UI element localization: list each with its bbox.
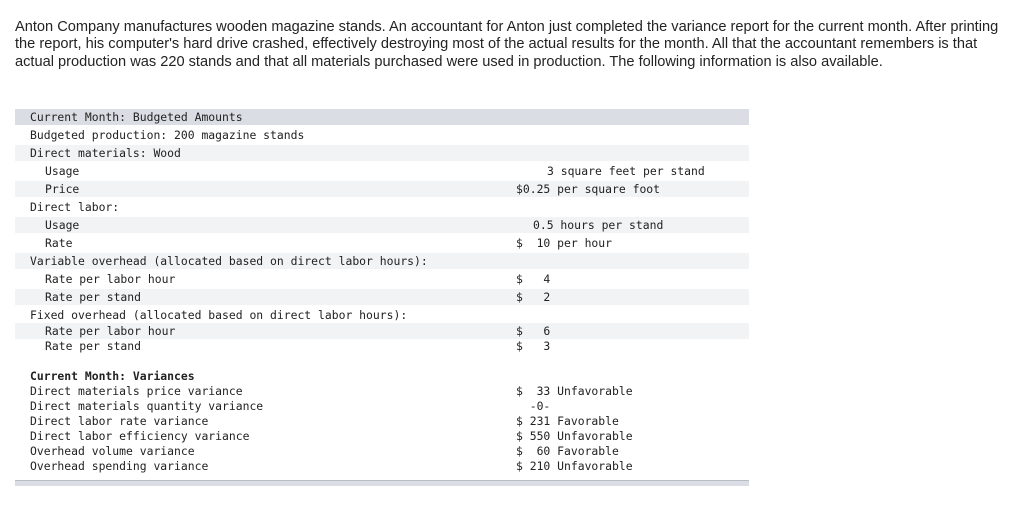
variance-label: Direct labor efficiency variance [30, 429, 250, 443]
variance-value: $ 550 Unfavorable [516, 429, 633, 443]
budgeted-production-label: Budgeted production: 200 magazine stands [30, 128, 305, 142]
variable-overhead-row [15, 253, 749, 269]
dm-price-value: $0.25 per square foot [516, 182, 661, 196]
variance-row [15, 428, 749, 444]
fo-rate-stand-row [15, 338, 749, 354]
dm-usage-value: 3 square feet per stand [547, 164, 705, 178]
vo-rate-stand-row [15, 289, 749, 305]
variance-value: $ 60 Favorable [516, 444, 619, 458]
vo-rate-hour-row [15, 271, 749, 287]
variance-label: Overhead volume variance [30, 444, 195, 458]
fo-rate-hour-label: Rate per labor hour [45, 324, 176, 338]
problem-statement: Anton Company manufactures wooden magazine stands. An accountant for Anton just completed the variance report for the current month. After printing the report, his computer's hard drive crashed, effectively destroying most of the actual results for the month. All that the accountant remembers is that actual production was 220 stands and that all materials purchased were used in production. The following information is also available. [15, 19, 999, 70]
fo-rate-stand-label: Rate per stand [45, 339, 142, 353]
dm-price-label: Price [45, 182, 80, 196]
vo-rate-hour-value: $ 4 [516, 272, 551, 286]
vo-rate-stand-label: Rate per stand [45, 290, 142, 304]
fo-rate-hour-row [15, 323, 749, 339]
budget-header-row [15, 109, 749, 125]
budgeted-production-row [15, 127, 749, 143]
vo-rate-hour-label: Rate per labor hour [45, 272, 176, 286]
dl-usage-row [15, 217, 749, 233]
variance-row [15, 398, 749, 414]
variance-row [15, 443, 749, 459]
variance-label: Overhead spending variance [30, 459, 209, 473]
fixed-overhead-row [15, 307, 749, 323]
direct-labor-label: Direct labor: [30, 200, 120, 214]
dl-rate-label: Rate [45, 236, 73, 250]
variance-row [15, 458, 749, 474]
direct-labor-row [15, 199, 749, 215]
budget-header: Current Month: Budgeted Amounts [30, 110, 243, 124]
direct-materials-row [15, 145, 749, 161]
variance-value: $ 33 Unfavorable [516, 384, 633, 398]
variable-overhead-label: Variable overhead (allocated based on direct labor hours): [30, 254, 428, 268]
variance-label: Direct materials price variance [30, 384, 243, 398]
fixed-overhead-label: Fixed overhead (allocated based on direct labor hours): [30, 308, 408, 322]
variance-row [15, 383, 749, 399]
fo-rate-stand-value: $ 3 [516, 339, 551, 353]
dl-rate-value: $ 10 per hour [516, 236, 613, 250]
table-bottom-border [15, 480, 749, 486]
variance-label: Direct materials quantity variance [30, 399, 264, 413]
variance-value: -0- [516, 399, 551, 413]
variance-value: $ 231 Favorable [516, 414, 619, 428]
vo-rate-stand-value: $ 2 [516, 290, 551, 304]
variance-row [15, 413, 749, 429]
dm-usage-row [15, 163, 749, 179]
direct-materials-label: Direct materials: Wood [30, 146, 181, 160]
variance-value: $ 210 Unfavorable [516, 459, 633, 473]
dl-usage-value: 0.5 hours per stand [533, 218, 664, 232]
dl-rate-row [15, 235, 749, 251]
dl-usage-label: Usage [45, 218, 80, 232]
variances-header: Current Month: Variances [30, 369, 195, 383]
variances-header-row [15, 368, 749, 384]
fo-rate-hour-value: $ 6 [516, 324, 551, 338]
dm-usage-label: Usage [45, 164, 80, 178]
variance-label: Direct labor rate variance [30, 414, 209, 428]
dm-price-row [15, 181, 749, 197]
